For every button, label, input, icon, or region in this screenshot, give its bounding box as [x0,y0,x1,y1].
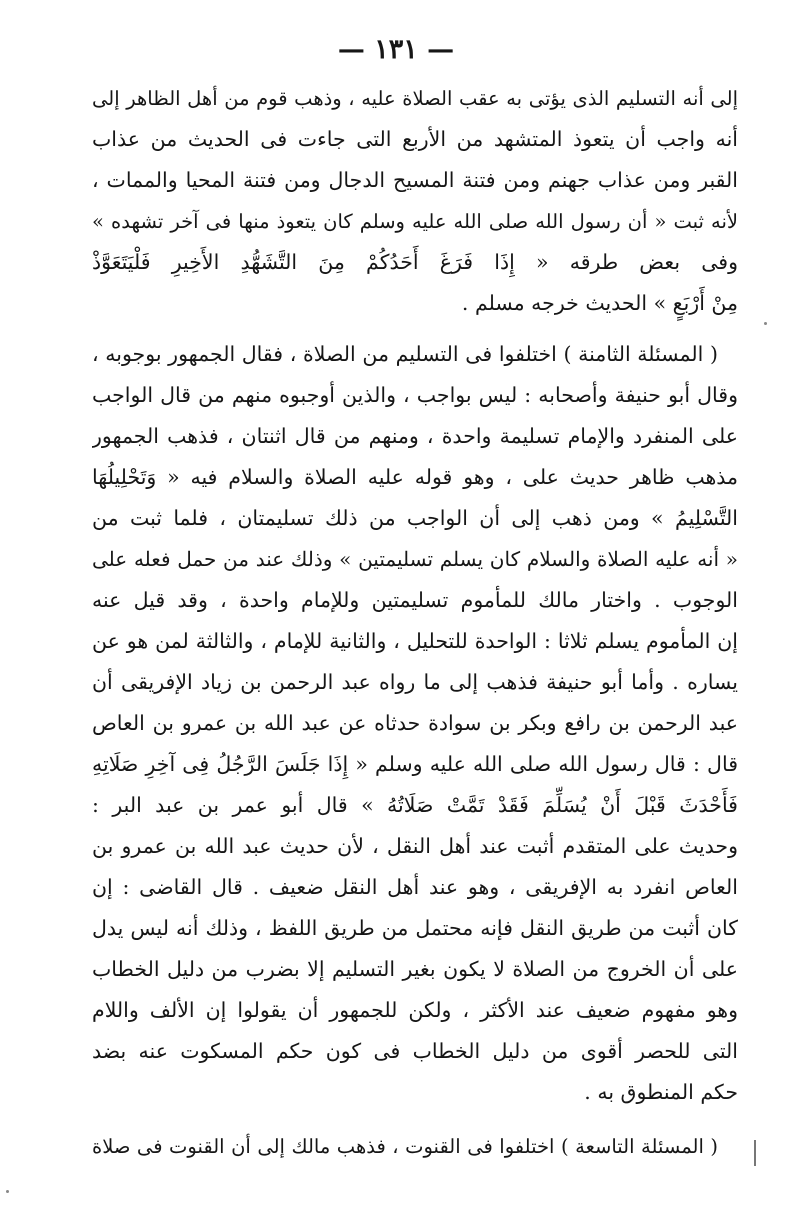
scan-speck [764,322,767,325]
text-line: أنه واجب أن يتعوذ المتشهد من الأربع التى جاءت فى الحديث من عذاب [92,127,738,151]
text-line: مِنْ أَرْبَعٍ » الحديث خرجه مسلم . [461,291,738,315]
text-line: إلى أنه التسليم الذى يؤتى به عقب الصلاة عليه ، وذهب قوم من أهل الظاهر إلى [92,87,738,110]
scan-speck [6,1190,9,1193]
text-line: على أن الخروج من الصلاة لا يكون بغير التسليم إلا بضرب من دليل الخطاب [92,957,738,981]
text-line: على المنفرد والإمام تسليمة واحدة ، ومنهم من قال اثنتان ، فذهب الجمهور [92,424,738,448]
text-line: الوجوب . واختار مالك للمأموم تسليمتين وللإمام واحدة ، وقد قيل عنه [92,588,738,612]
page-number: — ١٣١ — [337,34,455,65]
text-line: فَأَحْدَثَ قَبْلَ أَنْ يُسَلِّمَ فَقَدْ تَمَّتْ صَلَاتُهُ » قال أبو عمر بن عبد البر : [92,793,738,817]
paragraph-continuation [92,78,738,324]
text-line: « أنه عليه الصلاة والسلام كان يسلم تسليمتين » وذلك عند من حمل فعله على [92,547,738,571]
text-line: ( المسئلة الثامنة ) اختلفوا فى التسليم من الصلاة ، فقال الجمهور بوجوبه ، [92,342,718,366]
text-line: وقال أبو حنيفة وأصحابه : ليس بواجب ، والذين أوجبوه منهم من قال الواجب [92,383,738,407]
paragraph-issue-eight [92,334,738,1113]
text-line: عبد الرحمن بن رافع وبكر بن سوادة حدثاه عن عبد الله بن عمرو بن العاص [92,711,738,735]
text-line: العاص انفرد به الإفريقى ، وهو عند أهل النقل ضعيف . قال القاضى : إن [92,875,738,899]
text-line: يساره . وأما أبو حنيفة فذهب إلى ما رواه عبد الرحمن بن زياد الإفريقى أن [92,670,738,694]
text-line: حكم المنطوق به . [584,1080,738,1104]
text-line: مذهب ظاهر حديث على ، وهو قوله عليه الصلاة والسلام فيه « وَتَحْلِيلُهَا [92,465,738,489]
text-line: قال : قال رسول الله صلى الله عليه وسلم « إِذَا جَلَسَ الرَّجُلُ فِى آخِرِ صَلَاتِهِ [92,752,738,776]
text-line: ( المسئلة التاسعة ) اختلفوا فى القنوت ، فذهب مالك إلى أن القنوت فى صلاة [92,1135,718,1158]
text-line: التَّسْلِيمُ » ومن ذهب إلى أن الواجب من ذلك تسليمتان ، فلما ثبت من [92,506,738,530]
text-line: إن المأموم يسلم ثلاثا : الواحدة للتحليل ، والثانية للإمام ، والثالثة لمن هو عن [92,629,738,653]
margin-mark [754,1140,756,1166]
text-line: وفى بعض طرقه « إِذَا فَرَغَ أَحَدُكُمْ مِنَ التَّشَهُّدِ الأَخِيرِ فَلْيَتَعَوَّذْ [92,250,738,274]
paragraph-issue-nine [92,1126,738,1167]
text-line: لأنه ثبت « أن رسول الله صلى الله عليه وسلم كان يتعوذ منها فى آخر تشهده » [92,210,738,233]
text-line: التى للحصر أقوى من دليل الخطاب فى كون حكم المسكوت عنه بضد [92,1039,738,1063]
text-line: القبر ومن عذاب جهنم ومن فتنة المسيح الدجال ومن فتنة المحيا والممات ، [92,168,738,192]
text-line: وحديث على المتقدم أثبت عند أهل النقل ، لأن حديث عبد الله بن عمرو بن [92,834,738,858]
text-line: وهو مفهوم ضعيف عند الأكثر ، ولكن للجمهور أن يقولوا إن الألف واللام [92,998,738,1022]
text-line: كان أثبت من طريق النقل فإنه محتمل من طريق اللفظ ، وذلك أنه ليس يدل [92,916,738,940]
